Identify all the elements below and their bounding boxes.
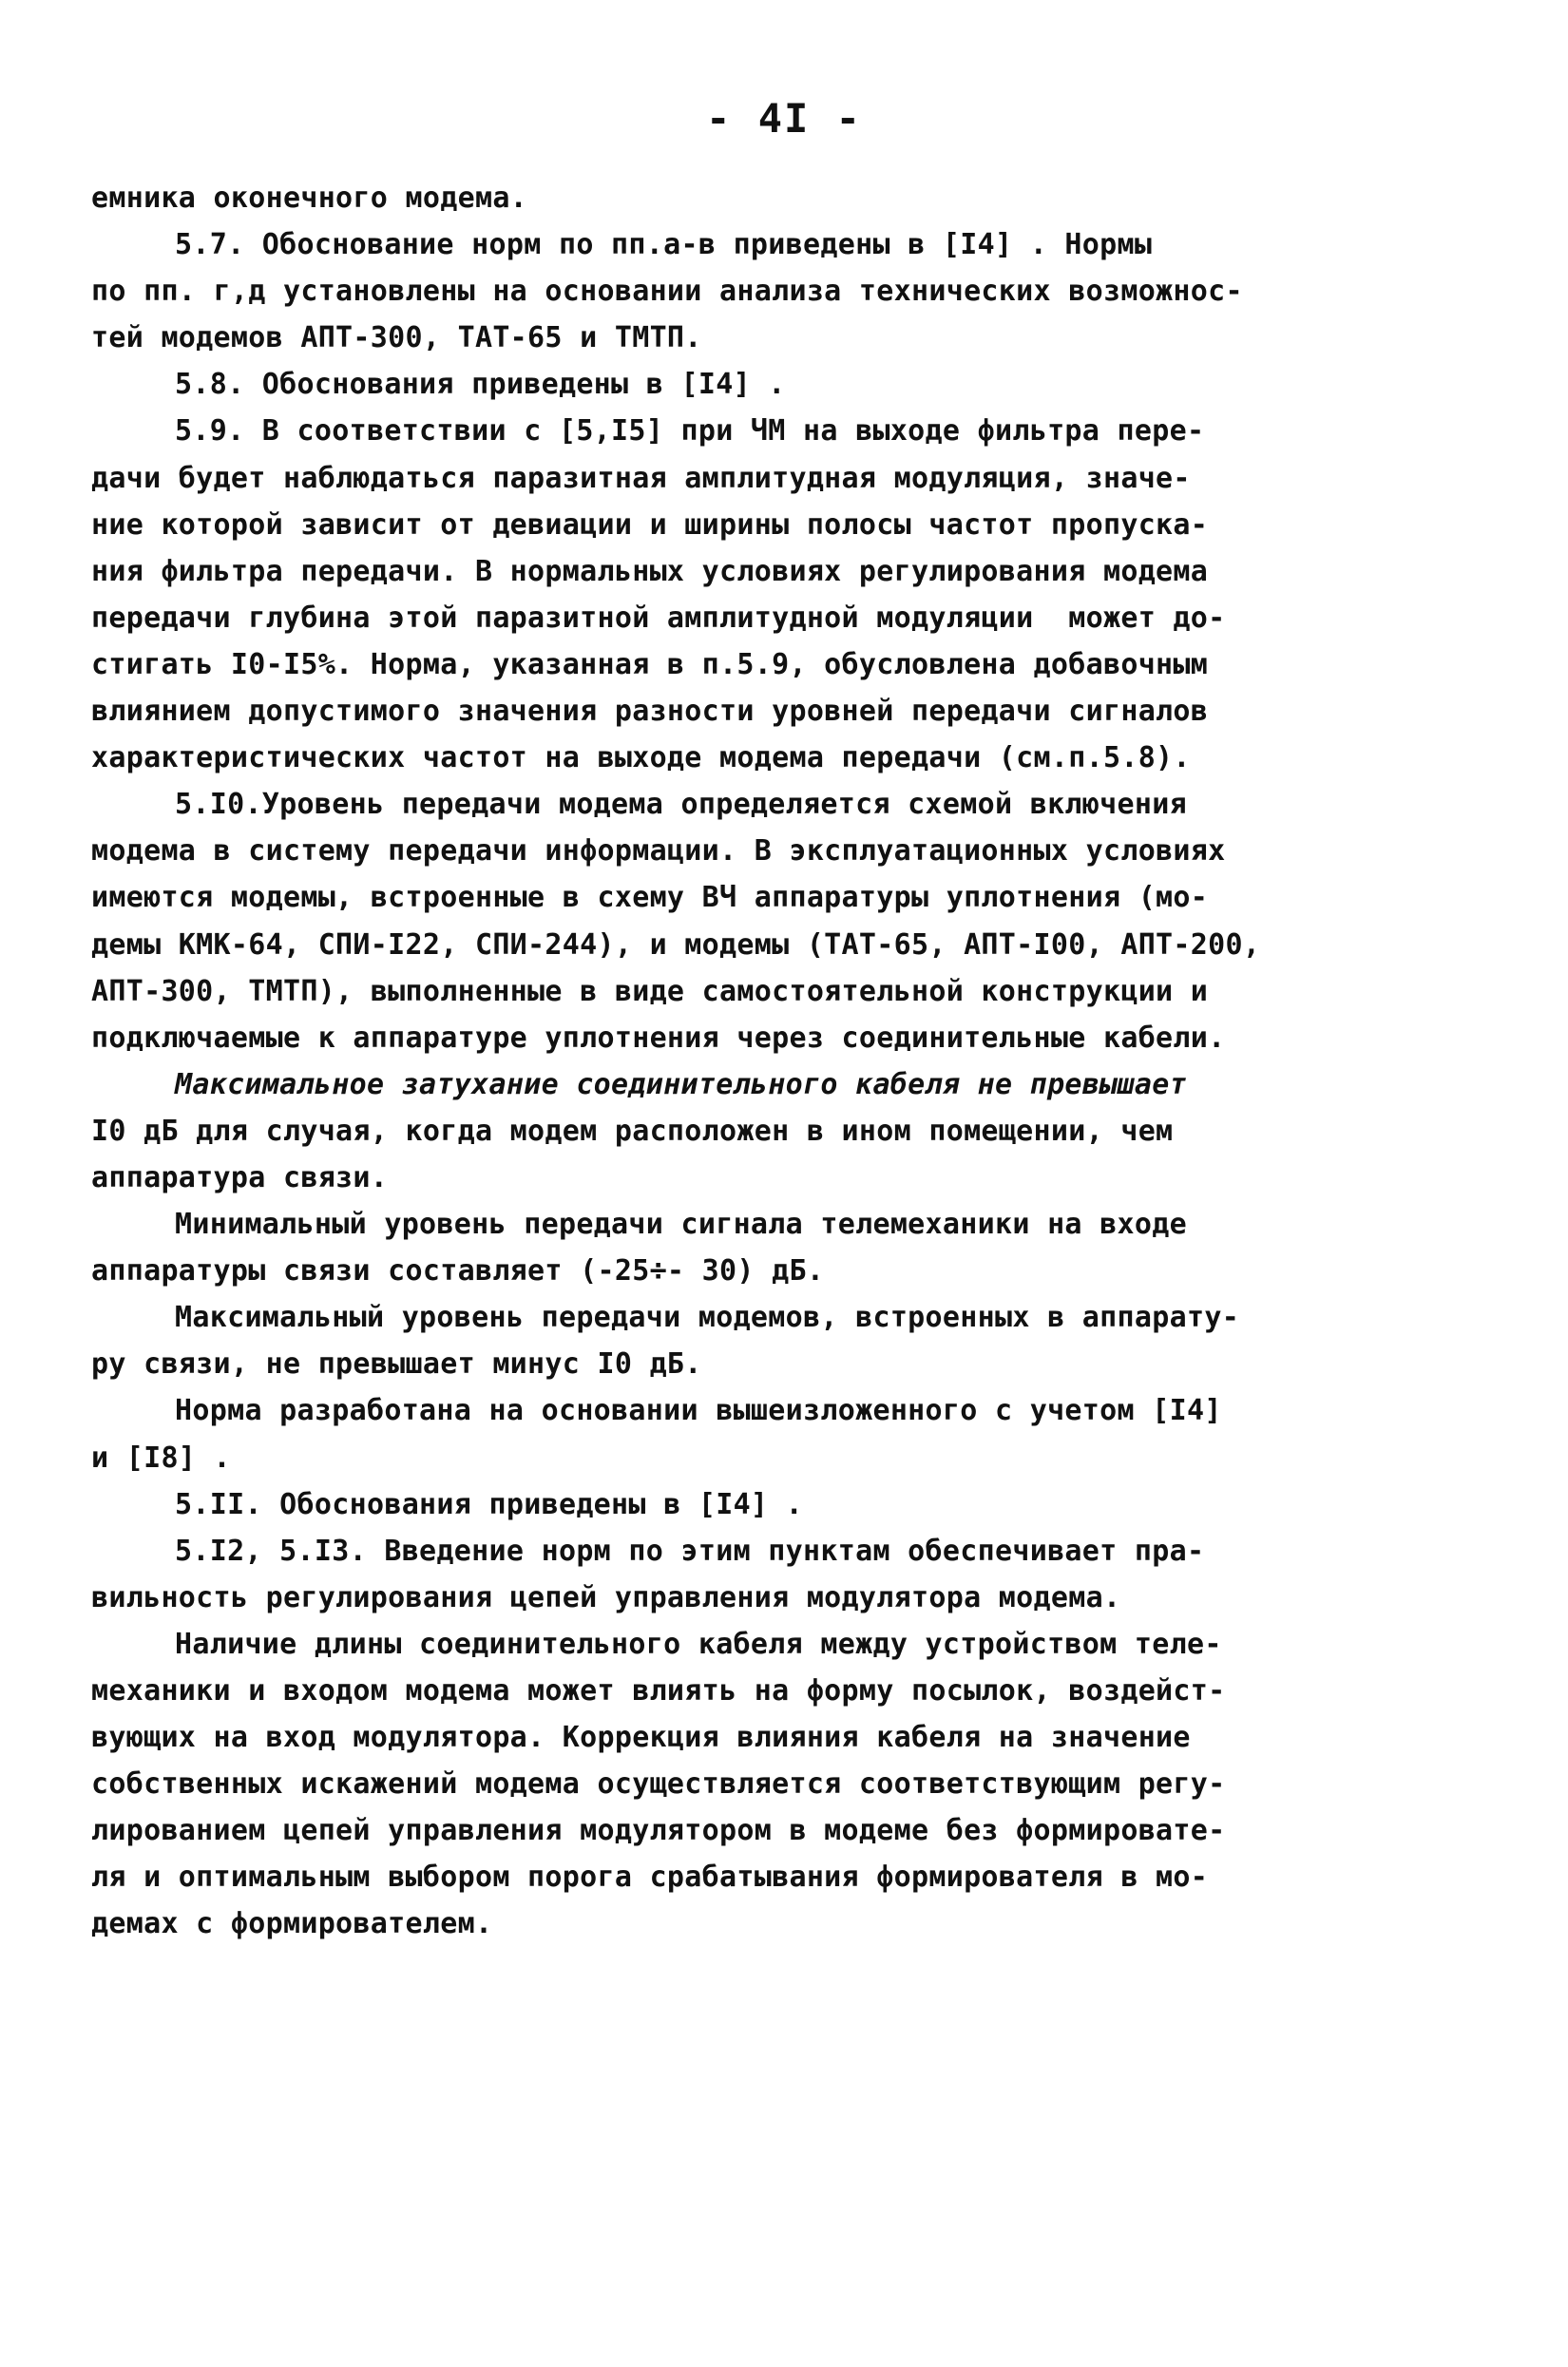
text-line: демах с формирователем. [91, 1907, 493, 1941]
text-line: ние которой зависит от девиации и ширины полосы частот пропуска- [91, 507, 1209, 542]
text-line: 5.9. В соответствии с [5,I5] при ЧМ на выходе фильтра пере- [175, 414, 1205, 449]
text-line: 5.7. Обоснование норм по пп.а-в приведены в [I4] . Нормы [175, 228, 1153, 262]
text-line: передачи глубина этой паразитной амплитудной модуляции может до- [91, 601, 1226, 635]
text-line: собственных искажений модема осуществляется соответствующим регу- [91, 1767, 1226, 1802]
text-line: вующих на вход модулятора. Коррекция влияния кабеля на значение [91, 1721, 1191, 1755]
text-line: Максимальный уровень передачи модемов, встроенных в аппарату- [175, 1301, 1240, 1335]
text-line: демы КМК-64, СПИ-I22, СПИ-244), и модемы (ТАТ-65, АПТ-I00, АПТ-200, [91, 927, 1261, 962]
text-line: Наличие длины соединительного кабеля между устройством теле- [175, 1627, 1222, 1661]
text-line: и [I8] . [91, 1441, 231, 1475]
text-line: по пп. г,д установлены на основании анализа технических возможнос- [91, 275, 1243, 309]
text-line: ния фильтра передачи. В нормальных условиях регулирования модема [91, 554, 1209, 588]
text-line: имеются модемы, встроенные в схему ВЧ аппаратуры уплотнения (мо- [91, 881, 1209, 915]
body-text [91, 175, 1365, 1948]
text-line: Минимальный уровень передачи сигнала телемеханики на входе [175, 1208, 1187, 1242]
text-line: вильность регулирования цепей управления модулятора модема. [91, 1580, 1121, 1614]
text-line: влиянием допустимого значения разности уровней передачи сигналов [91, 695, 1209, 729]
text-line: механики и входом модема может влиять на форму посылок, воздейст- [91, 1674, 1226, 1708]
text-line: I0 дБ для случая, когда модем расположен в ином помещении, чем [91, 1114, 1174, 1148]
text-line: 5.I2, 5.I3. Введение норм по этим пунктам обеспечивает пра- [175, 1534, 1205, 1568]
text-line: тей модемов АПТ-300, ТАТ-65 и ТМТП. [91, 321, 702, 355]
text-line: аппаратура связи. [91, 1160, 389, 1194]
text-line: лированием цепей управления модулятором в модеме без формировате- [91, 1814, 1226, 1848]
text-line: ля и оптимальным выбором порога срабатывания формирователя в мо- [91, 1861, 1209, 1895]
page-number: - 4I - [706, 95, 862, 142]
text-line: стигать I0-I5%. Норма, указанная в п.5.9, обусловлена добавочным [91, 647, 1209, 681]
text-line: подключаемые к аппаратуре уплотнения через соединительные кабели. [91, 1021, 1226, 1055]
text-line: 5.I0.Уровень передачи модема определяется схемой включения [175, 788, 1187, 822]
text-line: емника оконечного модема. [91, 181, 528, 215]
text-line: аппаратуры связи составляет (-25÷- 30) дБ. [91, 1254, 825, 1288]
text-line: Максимальное затухание соединительного кабеля не превышает [175, 1067, 1187, 1101]
text-line: Норма разработана на основании вышеизложенного с учетом [I4] [175, 1394, 1222, 1428]
text-line: модема в систему передачи информации. В эксплуатационных условиях [91, 834, 1226, 869]
text-line: АПТ-300, ТМТП), выполненные в виде самостоятельной конструкции и [91, 974, 1209, 1008]
text-line: 5.II. Обоснования приведены в [I4] . [175, 1487, 804, 1521]
text-line: характеристических частот на выходе модема передачи (см.п.5.8). [91, 741, 1191, 775]
text-line: ру связи, не превышает минус I0 дБ. [91, 1347, 702, 1382]
text-line: дачи будет наблюдаться паразитная амплитудная модуляция, значе- [91, 461, 1191, 495]
text-line: 5.8. Обоснования приведены в [I4] . [175, 368, 786, 402]
